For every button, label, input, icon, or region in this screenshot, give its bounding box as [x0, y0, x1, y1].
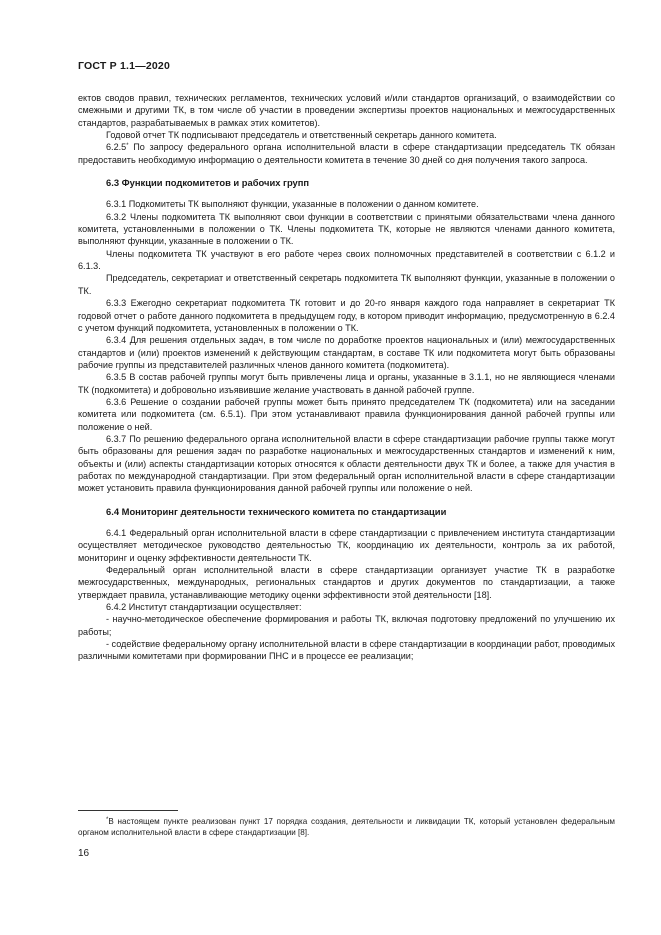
list-item: - научно-методическое обеспечение формирования и работы ТК, включая подготовку предложений по улучшению их работы;	[78, 614, 615, 637]
paragraph: Председатель, секретариат и ответственный секретарь подкомитета ТК выполняют функции, указанные в положении о ТК.	[78, 273, 615, 296]
page-number: 16	[78, 848, 90, 859]
clause-number: 6.2.5	[106, 142, 127, 153]
section-heading-6-4: 6.4 Мониторинг деятельности технического комитета по стандартизации	[106, 505, 447, 517]
paragraph: 6.3.7 По решению федерального органа исполнительной власти в сфере стандартизации рабочие группы также могут быть образованы для решения задач по разработке национальных и межгосударственных стандартов и изменений к ним, объекты и (или) аспекты стандартизации которых относятся к области деятельности двух ТК и более, а также для участия в работах по международной стандартизации. При этом федеральный орган исполнительной власти в сфере стандартизации может установить правила функционирования данной рабочей группы или положение о ней.	[78, 433, 615, 494]
paragraph: 6.3.3 Ежегодно секретариат подкомитета ТК готовит и до 20-го января каждого года направляет в секретариат ТК годовой отчет о работе данного подкомитета в предыдущем году, в котором приводит информацию, предусмотренную в 6.2.4 с учетом функций подкомитета, установленных в положении о ТК.	[78, 298, 615, 333]
paragraph: Федеральный орган исполнительной власти в сфере стандартизации организует участие ТК в разработке межгосударственных, международных, региональных стандартов и других документов по стандартизации, а также утверждает правила, устанавливающие методику оценки эффективности этой деятельности [18].	[78, 565, 615, 600]
section-heading-6-3: 6.3 Функции подкомитетов и рабочих групп	[106, 177, 310, 189]
paragraph: 6.3.5 В состав рабочей группы могут быть привлечены лица и органы, указанные в 3.1.1, но не являющиеся членами ТК (подкомитета) и добровольно изъявившие желание участвовать в данной рабочей группе.	[78, 372, 615, 395]
paragraph-6-2-5	[78, 141, 615, 166]
paragraph: 6.3.6 Решение о создании рабочей группы может быть принято председателем ТК (подкомитета) или на заседании комитета или подкомитета (см. 6.5.1). При этом устанавливают правила функционирования данной рабочей группы или положение о ней.	[78, 396, 615, 432]
paragraph: 6.4.2 Институт стандартизации осуществляет:	[106, 602, 302, 613]
paragraph: 6.4.1 Федеральный орган исполнительной власти в сфере стандартизации с привлечением института стандартизации осуществляет методическое руководство деятельностью ТК, координацию их деятельности, контроль за их работой, мониторинг и оценку эффективности деятельности ТК.	[78, 528, 615, 563]
paragraph: 6.3.4 Для решения отдельных задач, в том числе по доработке проектов национальных и (или) межгосударственных стандартов и (или) проектов изменений к действующим стандартам, в составе ТК или подкомитета могут быть образованы рабочие группы из представителей различных членов данного комитета (подкомитета).	[78, 335, 615, 370]
paragraph: 6.3.1 Подкомитеты ТК выполняют функции, указанные в положении о данном комитете.	[106, 199, 479, 210]
document-body	[78, 92, 615, 663]
footnote-divider	[78, 810, 178, 811]
paragraph: Годовой отчет ТК подписывают председатель и ответственный секретарь данного комитета.	[106, 130, 497, 141]
paragraph: ектов сводов правил, технических регламентов, технических условий и/или стандартов организаций, о взаимодействии со смежными и другими ТК, в том числе об участии в проведении экспертизы проектов национальных и межгосударственных стандартов, разрабатываемых в рамках этих комитетов).	[78, 93, 615, 128]
footnote-reference: *	[126, 143, 129, 150]
paragraph: 6.3.2 Члены подкомитета ТК выполняют свои функции в соответствии с принятыми обязательствами члена данного комитета, установленными в положении о ТК. Члены подкомитета ТК, которые не являются членами данного комитета, выполняют функции, указанные в положении о ТК.	[78, 211, 615, 247]
paragraph: Члены подкомитета ТК участвуют в его работе через своих полномочных представителей в соответствии с 6.1.2 и 6.1.3.	[78, 248, 615, 272]
paragraph-text: По запросу федерального органа исполнительной власти в сфере стандартизации председатель ТК обязан предоставить необходимую информацию о деятельности комитета в течение 30 дней со дня получения такого запроса.	[78, 142, 615, 165]
footnote-mark: *	[106, 817, 109, 823]
footnote	[78, 816, 615, 838]
list-item: - содействие федеральному органу исполнительной власти в сфере стандартизации в координации работ, проводимых различными комитетами при формировании ПНС и в процессе ее реализации;	[78, 639, 615, 662]
page-header: ГОСТ Р 1.1—2020	[78, 60, 171, 72]
footnote-text: В настоящем пункте реализован пункт 17 порядка создания, деятельности и ликвидации ТК, который установлен федеральным органом исполнительной власти в сфере стандартизации [8].	[78, 817, 615, 837]
